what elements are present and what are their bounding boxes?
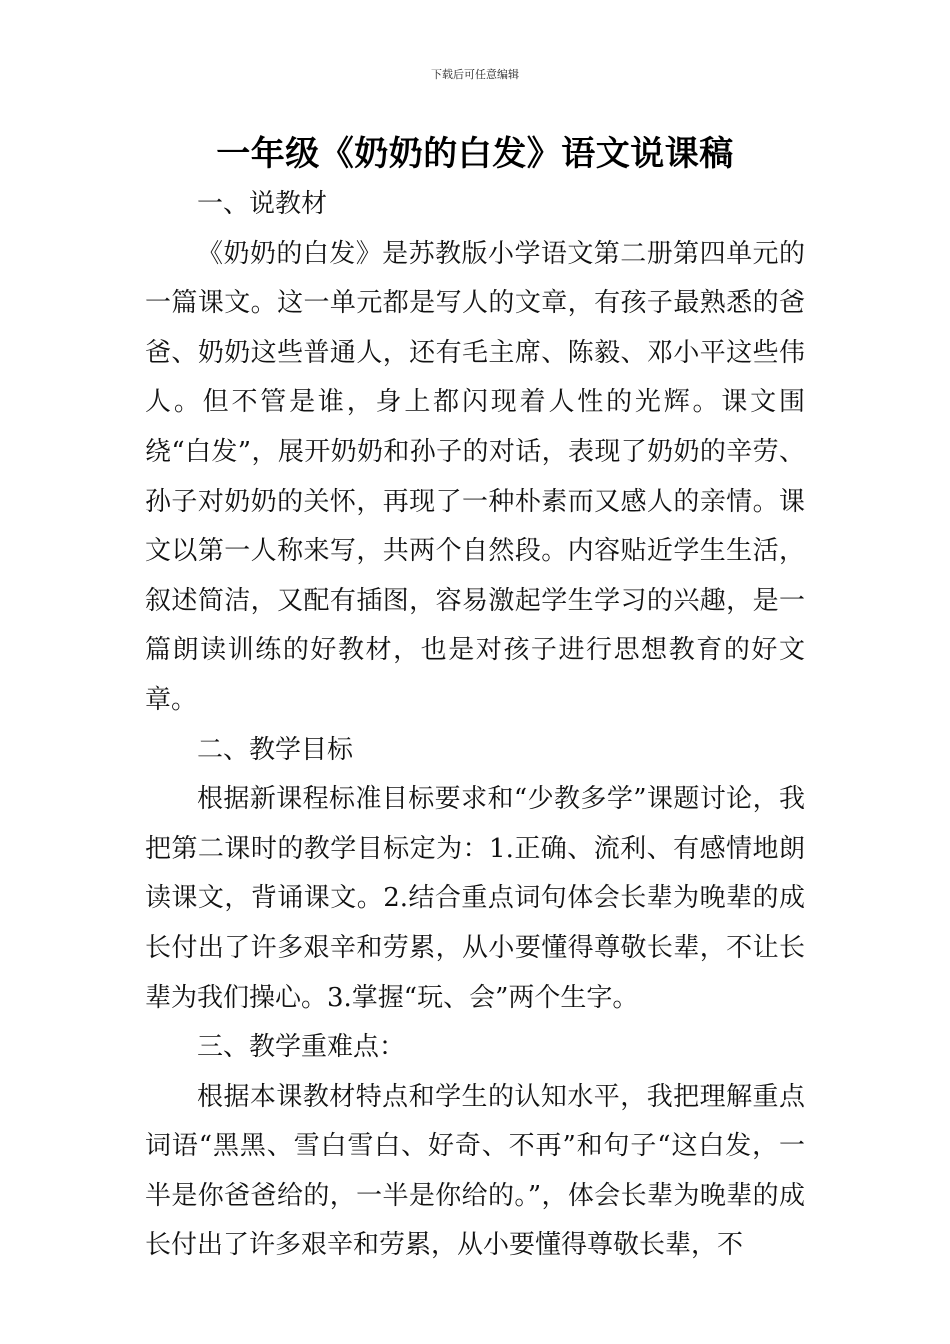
header-note: 下载后可任意编辑 bbox=[431, 68, 519, 81]
section-heading-key-points: 三、教学重难点： bbox=[197, 1032, 406, 1063]
section-heading-textbook: 一、说教材 bbox=[197, 189, 328, 219]
paragraph-key-points: 根据本课教材特点和学生的认知水平，我把理解重点词语“黑黑、雪白雪白、好奇、不再”和句子“这白发，一半是你爸爸给的，一半是你给的。”，体会长辈为晚辈的成长付出了许多艰辛和劳累，从小要懂得尊敬长辈，不 bbox=[145, 1081, 805, 1261]
document-body bbox=[145, 180, 805, 1271]
paragraph-objectives: 根据新课程标准目标要求和“少教多学”课题讨论，我把第二课时的教学目标定为：1.正确、流利、有感情地朗读课文，背诵课文。2.结合重点词句体会长辈为晚辈的成长付出了许多艰辛和劳累，从小要懂得尊敬长辈，不让长辈为我们操心。3.掌握“玩、会”两个生字。 bbox=[145, 784, 805, 1013]
document-title: 一年级《奶奶的白发》语文说课稿 bbox=[216, 134, 734, 174]
paragraph-textbook: 《奶奶的白发》是苏教版小学语文第二册第四单元的一篇课文。这一单元都是写人的文章，有孩子最熟悉的爸爸、奶奶这些普通人，还有毛主席、陈毅、邓小平这些伟人。但不管是谁，身上都闪现着人性的光辉。课文围绕“白发”，展开奶奶和孙子的对话，表现了奶奶的辛劳、孙子对奶奶的关怀，再现了一种朴素而又感人的亲情。课文以第一人称来写，共两个自然段。内容贴近学生生活，叙述简洁，又配有插图，容易激起学生学习的兴趣，是一篇朗读训练的好教材，也是对孩子进行思想教育的好文章。 bbox=[145, 238, 805, 715]
section-heading-objectives: 二、教学目标 bbox=[197, 734, 354, 765]
